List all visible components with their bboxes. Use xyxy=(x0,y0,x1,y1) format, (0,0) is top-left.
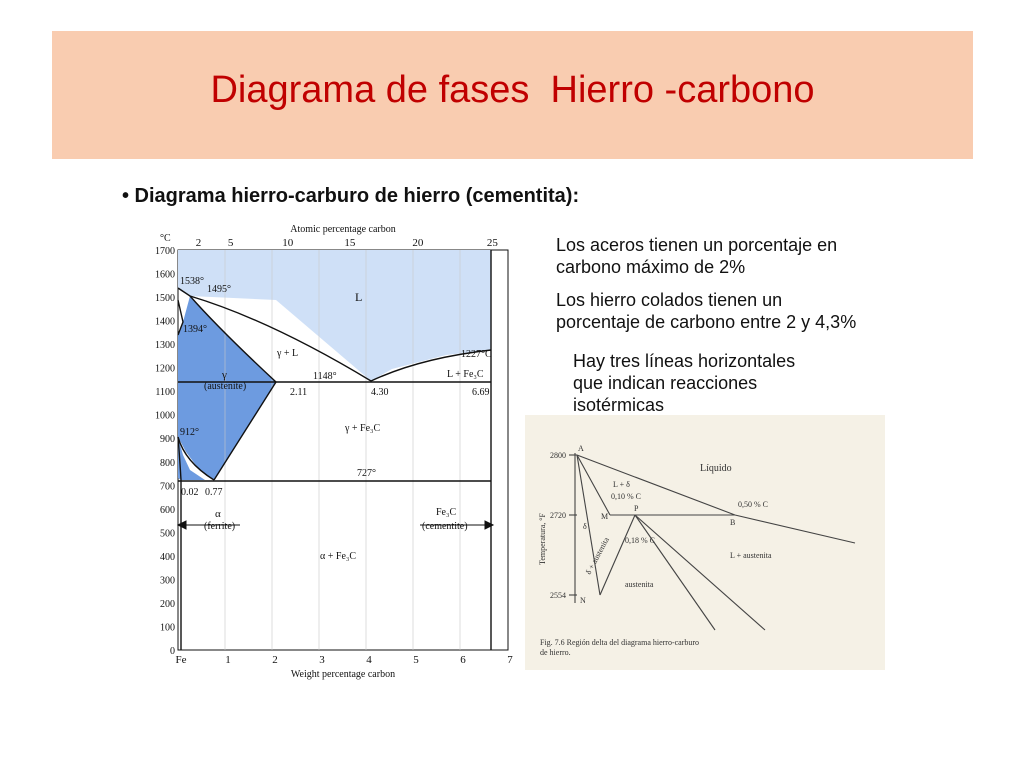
label-fe3c: Fe₃C xyxy=(436,507,457,518)
top-tick-25: 25 xyxy=(486,237,498,249)
top-tick-10: 10 xyxy=(282,237,294,249)
y-tick-1000: 1000 xyxy=(155,410,175,422)
y-tick-200: 200 xyxy=(160,598,175,610)
y-tick-1700: 1700 xyxy=(155,246,175,257)
y-tick-600: 600 xyxy=(160,504,175,516)
note-steel-line1: Los aceros tienen un porcentaje en xyxy=(556,235,838,255)
top-axis-title: Atomic percentage carbon xyxy=(290,224,396,235)
y-axis-unit: °C xyxy=(160,233,171,244)
y-tick-1100: 1100 xyxy=(155,387,175,399)
bottom-tick-1: 1 xyxy=(225,654,231,666)
label-gamma-l: γ + L xyxy=(277,348,299,359)
fig-c050: 0,50 % C xyxy=(738,500,768,509)
fig-y-title: Temperatura, °F xyxy=(538,513,547,565)
fig-caption-line1: Fig. 7.6 Región delta del diagrama hierro-carburo xyxy=(540,638,700,647)
bottom-tick-fe: Fe xyxy=(175,654,187,666)
label-1227: 1227°C xyxy=(461,349,492,360)
fig-point-m: M xyxy=(601,512,609,521)
label-0-02: 0.02 xyxy=(181,487,199,498)
label-0-77: 0.77 xyxy=(205,487,223,498)
fig-tick-2800: 2800 xyxy=(550,451,566,460)
y-tick-0: 0 xyxy=(170,646,175,657)
bottom-tick-4: 4 xyxy=(366,654,372,666)
y-axis-ticks xyxy=(155,246,175,657)
top-tick-15: 15 xyxy=(344,237,356,249)
label-alpha: α xyxy=(215,508,221,520)
label-alpha-fe3c: α + Fe₃C xyxy=(320,551,357,562)
fig-l-austenita: L + austenita xyxy=(730,551,772,560)
bottom-tick-6: 6 xyxy=(460,654,466,666)
fig-c010: 0,10 % C xyxy=(611,492,641,501)
fig-l-delta: L + δ xyxy=(613,480,630,489)
fig-tick-2554: 2554 xyxy=(550,591,566,600)
label-gamma-fe3c: γ + Fe₃C xyxy=(345,423,381,434)
label-l-fe3c: L + Fe₃C xyxy=(447,369,484,380)
fig-caption-line2: de hierro. xyxy=(540,648,571,657)
label-1495: 1495° xyxy=(207,284,231,295)
fig-point-b: B xyxy=(730,518,736,527)
label-austenite: (austenite) xyxy=(204,381,247,392)
note-steel-line2: carbono máximo de 2% xyxy=(556,257,746,277)
y-tick-100: 100 xyxy=(160,622,175,634)
y-tick-400: 400 xyxy=(160,551,175,563)
y-tick-700: 700 xyxy=(160,481,175,493)
label-liquid: L xyxy=(355,290,363,304)
bottom-tick-7: 7 xyxy=(507,654,513,666)
note-cast-iron-line1: Los hierro colados tienen un xyxy=(556,290,783,310)
label-912: 912° xyxy=(180,427,199,438)
label-6-69: 6.69 xyxy=(472,387,490,398)
y-tick-1600: 1600 xyxy=(155,269,175,281)
fig-delta-austenita: δ + austenita xyxy=(583,535,611,576)
bullet-heading: • Diagrama hierro-carburo de hierro (cementita): xyxy=(122,185,580,207)
top-tick-20: 20 xyxy=(412,237,424,249)
fig-c018: 0,18 % C xyxy=(625,536,655,545)
top-tick-2: 2 xyxy=(195,237,202,249)
slide-title: Diagrama de fases Hierro -carbono xyxy=(210,69,815,111)
note-isothermal-line2: que indican reacciones xyxy=(573,373,758,393)
bottom-tick-2: 2 xyxy=(272,654,278,666)
fig-tick-2720: 2720 xyxy=(550,511,566,520)
label-1538: 1538° xyxy=(180,276,204,287)
label-1394: 1394° xyxy=(183,324,207,335)
fig-liquido: Líquido xyxy=(700,463,732,474)
fig-point-a: A xyxy=(578,444,584,453)
fig-delta: δ xyxy=(583,522,587,531)
y-tick-1300: 1300 xyxy=(155,340,175,352)
label-1148: 1148° xyxy=(313,371,337,382)
y-tick-500: 500 xyxy=(160,528,175,540)
fig-point-n: N xyxy=(580,596,586,605)
delta-figure-lines xyxy=(569,453,855,630)
y-tick-900: 900 xyxy=(160,434,175,446)
top-tick-5: 5 xyxy=(227,237,234,249)
fig-austenita: austenita xyxy=(625,580,654,589)
y-tick-1500: 1500 xyxy=(155,293,175,305)
bottom-axis-ticks xyxy=(176,654,514,666)
label-gamma: γ xyxy=(222,369,227,381)
bottom-axis-title: Weight percentage carbon xyxy=(290,669,396,680)
fig-point-p: P xyxy=(634,504,639,513)
label-ferrite: (ferrite) xyxy=(204,521,236,532)
bottom-tick-5: 5 xyxy=(413,654,419,666)
top-axis-ticks xyxy=(196,237,499,249)
note-cast-iron-line2: porcentaje de carbono entre 2 y 4,3% xyxy=(556,312,857,332)
y-tick-300: 300 xyxy=(160,575,175,587)
delta-region-figure xyxy=(525,415,885,670)
y-tick-1200: 1200 xyxy=(155,363,175,375)
label-2-11: 2.11 xyxy=(290,387,308,398)
y-tick-1400: 1400 xyxy=(155,316,175,328)
note-isothermal-line3: isotérmicas xyxy=(573,395,665,415)
y-tick-800: 800 xyxy=(160,457,175,469)
label-cementite: (cementite) xyxy=(422,521,468,532)
bottom-tick-3: 3 xyxy=(319,654,325,666)
label-727: 727° xyxy=(357,468,376,479)
note-isothermal-line1: Hay tres líneas horizontales xyxy=(573,351,796,371)
delta-figure-labels xyxy=(538,444,772,657)
label-4-30: 4.30 xyxy=(371,387,389,398)
